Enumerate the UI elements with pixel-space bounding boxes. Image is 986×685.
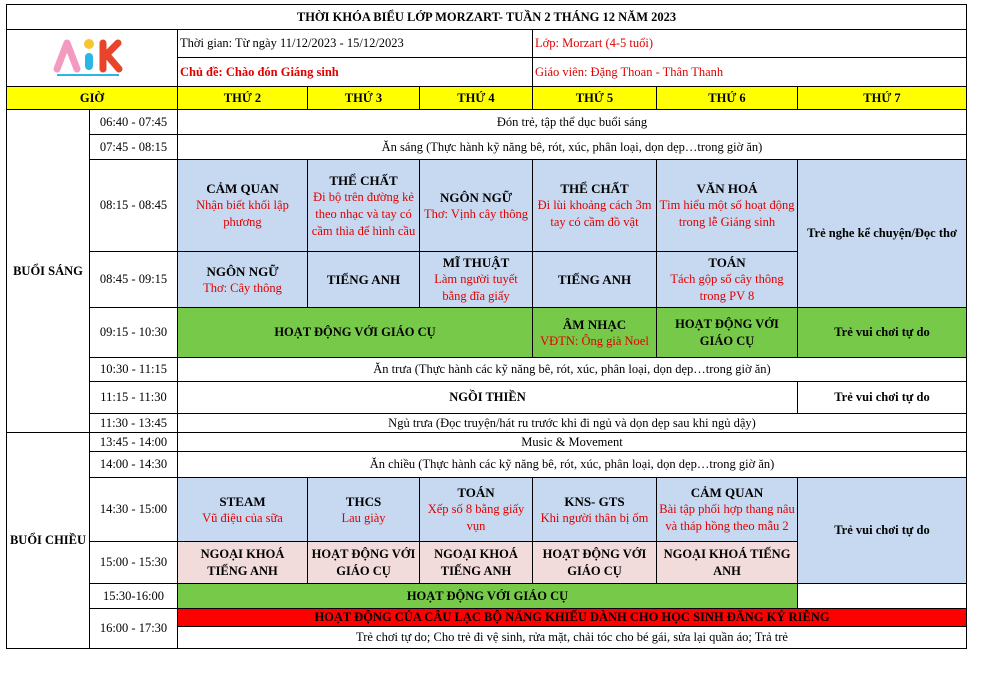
club-activity: HOẠT ĐỘNG CỦA CÂU LẠC BỘ NĂNG KHIẾU DÀNH CHO HỌC SINH ĐĂNG KÝ RIÊNG	[178, 609, 967, 627]
lesson-activity: Tách gộp số cây thông trong PV 8	[670, 272, 784, 303]
theme: Chủ đề: Chào đón Giáng sinh	[178, 58, 533, 87]
lesson-activity: Thơ: Vịnh cây thông	[424, 206, 528, 221]
lesson-cell	[308, 478, 420, 542]
lesson-cell	[178, 478, 308, 542]
lesson-cell	[178, 160, 308, 252]
header-thu-7: THỨ 7	[798, 87, 967, 110]
time-slot: 06:40 - 07:45	[90, 110, 178, 135]
free-play: Trẻ vui chơi tự do	[798, 308, 967, 358]
time-slot: 09:15 - 10:30	[90, 308, 178, 358]
lesson-cell	[657, 478, 798, 542]
logo	[9, 35, 175, 81]
lesson-cell	[533, 478, 657, 542]
lesson-subject: THỂ CHẤT	[560, 181, 629, 196]
extracurricular-cell: HOẠT ĐỘNG VỚI GIÁO CỤ	[308, 542, 420, 584]
lesson-activity: Khi người thân bị ốm	[540, 510, 649, 525]
lesson-subject: ÂM NHẠC	[562, 316, 627, 332]
lesson-subject: NGÔN NGỮ	[206, 263, 279, 279]
lesson-subject: THCS	[345, 493, 382, 509]
extracurricular-cell: NGOẠI KHOÁ TIẾNG ANH	[420, 542, 533, 584]
lesson-activity: Đi bộ trên đường kẻ theo nhạc và tay có cầm thìa để hình cầu	[311, 189, 416, 238]
lesson-cell	[420, 160, 533, 252]
period-afternoon: BUỔI CHIỀU	[7, 433, 90, 649]
header-thu-4: THỨ 4	[420, 87, 533, 110]
activity-arrival: Đón trẻ, tập thể dục buổi sáng	[178, 110, 967, 135]
lesson-subject: KNS- GTS	[564, 493, 625, 509]
time-slot: 14:30 - 15:00	[90, 478, 178, 542]
time-slot: 15:30-16:00	[90, 584, 178, 609]
lesson-activity: Xếp số 8 bằng giấy vụn	[427, 502, 525, 533]
lesson-cell	[420, 478, 533, 542]
class-name: Lớp: Morzart (4-5 tuổi)	[533, 30, 967, 58]
time-slot: 14:00 - 14:30	[90, 452, 178, 478]
lesson-activity: Đi lùi khoảng cách 3m tay có cầm đồ vật	[537, 198, 652, 229]
header-thu-3: THỨ 3	[308, 87, 420, 110]
activity-nap: Ngủ trưa (Đọc truyện/hát ru trước khi đi ngủ và dọn dẹp sau khi ngủ dậy)	[178, 414, 967, 433]
lesson-cell	[178, 252, 308, 308]
lesson-activity: Lau giày	[341, 510, 386, 525]
activity-meditation: NGỒI THIỀN	[178, 382, 798, 414]
lesson-subject: MĨ THUẬT	[442, 255, 510, 270]
lesson-cell	[533, 160, 657, 252]
lesson-subject: TIẾNG ANH	[557, 272, 632, 287]
empty-cell	[798, 584, 967, 609]
header-thu-2: THỨ 2	[178, 87, 308, 110]
montessori-activity: HOẠT ĐỘNG VỚI GIÁO CỤ	[178, 308, 533, 358]
extracurricular-cell: NGOẠI KHOÁ TIẾNG ANH	[178, 542, 308, 584]
lesson-activity: Tìm hiểu một số hoạt động trong lễ Giáng sinh	[659, 198, 795, 229]
header-thu-5: THỨ 5	[533, 87, 657, 110]
activity-breakfast: Ăn sáng (Thực hành kỹ năng bê, rót, xúc, phân loại, dọn dẹp…trong giờ ăn)	[178, 135, 967, 160]
time-slot: 08:45 - 09:15	[90, 252, 178, 308]
lesson-cell	[533, 308, 657, 358]
lesson-subject: CẢM QUAN	[690, 485, 764, 500]
aik-kindergarten-logo-icon	[51, 35, 133, 81]
lesson-activity: Vũ điệu của sữa	[202, 510, 283, 525]
lesson-activity: Thơ: Cây thông	[203, 280, 282, 295]
page-title: THỜI KHÓA BIỂU LỚP MORZART- TUẦN 2 THÁNG 12 NĂM 2023	[7, 5, 967, 30]
lesson-subject: CẢM QUAN	[206, 181, 279, 196]
lesson-cell	[308, 252, 420, 308]
activity-free-play-pickup: Trẻ chơi tự do; Cho trẻ đi vệ sinh, rửa mặt, chải tóc cho bé gái, sửa lại quần áo; Trả trẻ	[178, 627, 967, 649]
free-play: Trẻ vui chơi tự do	[798, 382, 967, 414]
time-slot: 11:15 - 11:30	[90, 382, 178, 414]
time-slot: 15:00 - 15:30	[90, 542, 178, 584]
timetable	[6, 4, 967, 649]
lesson-subject: TIẾNG ANH	[326, 272, 401, 287]
extracurricular-cell: NGOẠI KHOÁ TIẾNG ANH	[657, 542, 798, 584]
lesson-cell	[533, 252, 657, 308]
lesson-cell	[657, 160, 798, 252]
activity-snack: Ăn chiều (Thực hành các kỹ năng bê, rót, xúc, phân loại, dọn dẹp…trong giờ ăn)	[178, 452, 967, 478]
montessori-activity: HOẠT ĐỘNG VỚI GIÁO CỤ	[657, 308, 798, 358]
time-range: Thời gian: Từ ngày 11/12/2023 - 15/12/2023	[178, 30, 533, 58]
activity-music-movement: Music & Movement	[178, 433, 967, 452]
lesson-subject: TOÁN	[457, 485, 495, 500]
time-slot: 16:00 - 17:30	[90, 609, 178, 649]
lesson-cell	[308, 160, 420, 252]
lesson-cell	[420, 252, 533, 308]
logo-cell	[7, 30, 178, 87]
saturday-afternoon-activity: Trẻ vui chơi tự do	[798, 478, 967, 584]
lesson-subject: STEAM	[219, 493, 266, 509]
period-morning: BUỔI SÁNG	[7, 110, 90, 433]
lesson-subject: TOÁN	[708, 255, 746, 270]
header-time: GIỜ	[7, 87, 178, 110]
time-slot: 08:15 - 08:45	[90, 160, 178, 252]
time-slot: 13:45 - 14:00	[90, 433, 178, 452]
activity-lunch: Ăn trưa (Thực hành các kỹ năng bê, rót, xúc, phân loại, dọn dẹp…trong giờ ăn)	[178, 358, 967, 382]
extracurricular-cell: HOẠT ĐỘNG VỚI GIÁO CỤ	[533, 542, 657, 584]
montessori-activity: HOẠT ĐỘNG VỚI GIÁO CỤ	[178, 584, 798, 609]
saturday-morning-activity: Trẻ nghe kể chuyện/Đọc thơ	[798, 160, 967, 308]
time-slot: 11:30 - 13:45	[90, 414, 178, 433]
lesson-activity: Bài tập phối hợp thang nâu và tháp hồng theo mẫu 2	[659, 502, 795, 533]
lesson-cell	[657, 252, 798, 308]
lesson-subject: VĂN HOÁ	[696, 181, 758, 196]
time-slot: 07:45 - 08:15	[90, 135, 178, 160]
teacher: Giáo viên: Đặng Thoan - Thân Thanh	[533, 58, 967, 87]
lesson-activity: Làm người tuyết bằng đĩa giấy	[434, 272, 518, 303]
time-slot: 10:30 - 11:15	[90, 358, 178, 382]
lesson-subject: NGÔN NGỮ	[439, 189, 513, 205]
header-thu-6: THỨ 6	[657, 87, 798, 110]
lesson-activity: VĐTN: Ông già Noel	[540, 333, 649, 348]
lesson-activity: Nhận biết khối lập phương	[196, 198, 289, 229]
lesson-subject: THỂ CHẤT	[329, 172, 398, 188]
